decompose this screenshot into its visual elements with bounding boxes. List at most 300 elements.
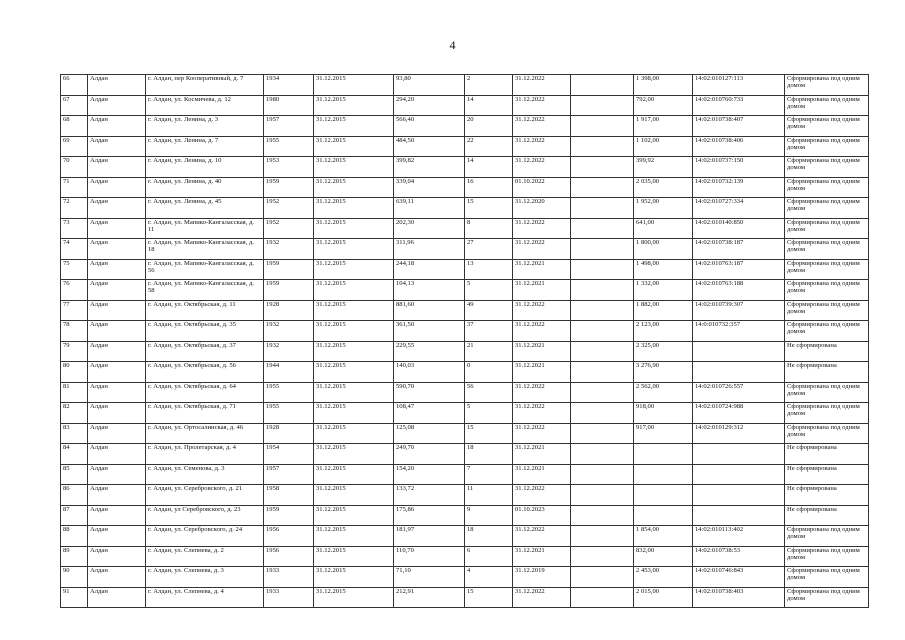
row-number-cell: 91 bbox=[61, 587, 88, 608]
address-cell: г. Алдан, ул. Семенова, д. 3 bbox=[146, 464, 264, 485]
row-number-cell: 66 bbox=[61, 75, 88, 96]
date-cell: 31.12.2015 bbox=[314, 444, 394, 465]
area-cell: 566,40 bbox=[394, 116, 465, 137]
row-number-cell: 73 bbox=[61, 218, 88, 239]
build-year-cell: 1934 bbox=[264, 75, 314, 96]
status-cell: Сформирована под одним домом bbox=[785, 546, 869, 567]
table-row bbox=[61, 444, 869, 465]
table-row bbox=[61, 280, 869, 301]
land-area-cell: 1 952,00 bbox=[634, 198, 693, 219]
status-cell: Сформирована под одним домом bbox=[785, 567, 869, 588]
table-row bbox=[61, 218, 869, 239]
land-area-cell: 1 854,00 bbox=[634, 526, 693, 547]
housing-register-table bbox=[60, 74, 869, 608]
cadastral-number-cell: 14:02:010738:407 bbox=[693, 116, 785, 137]
table-row bbox=[61, 95, 869, 116]
cadastral-number-cell: 14:02:010724:988 bbox=[693, 403, 785, 424]
land-area-cell bbox=[634, 485, 693, 506]
row-number-cell: 67 bbox=[61, 95, 88, 116]
count-cell: 15 bbox=[465, 198, 513, 219]
table-row bbox=[61, 464, 869, 485]
deadline-cell: 31.12.2022 bbox=[513, 218, 571, 239]
area-cell: 125,08 bbox=[394, 423, 465, 444]
status-cell: Сформирована под одним домом bbox=[785, 403, 869, 424]
address-cell: г. Алдан, ул. Мапико-Кангаласская, д. 58 bbox=[146, 280, 264, 301]
land-area-cell: 399,92 bbox=[634, 157, 693, 178]
area-cell: 484,50 bbox=[394, 136, 465, 157]
land-area-cell: 832,00 bbox=[634, 546, 693, 567]
cadastral-number-cell: 14:02:010746:843 bbox=[693, 567, 785, 588]
address-cell: г. Алдан, ул. Мапико-Кангаласская, д. 18 bbox=[146, 239, 264, 260]
date-cell: 31.12.2015 bbox=[314, 218, 394, 239]
address-cell: г. Алдан, ул. Ленина, д. 7 bbox=[146, 136, 264, 157]
land-area-cell: 1 917,00 bbox=[634, 116, 693, 137]
row-number-cell: 74 bbox=[61, 239, 88, 260]
land-area-cell: 3 276,90 bbox=[634, 362, 693, 383]
row-number-cell: 80 bbox=[61, 362, 88, 383]
row-number-cell: 81 bbox=[61, 382, 88, 403]
date-cell: 31.12.2015 bbox=[314, 341, 394, 362]
address-cell: г. Алдан, ул. Октябрьская, д. 56 bbox=[146, 362, 264, 383]
build-year-cell: 1952 bbox=[264, 218, 314, 239]
table-row bbox=[61, 300, 869, 321]
date-cell: 31.12.2015 bbox=[314, 116, 394, 137]
date-cell: 31.12.2015 bbox=[314, 198, 394, 219]
status-cell: Не сформирована bbox=[785, 485, 869, 506]
status-cell: Не сформирована bbox=[785, 505, 869, 526]
table-row bbox=[61, 403, 869, 424]
status-cell: Сформирована под одним домом bbox=[785, 587, 869, 608]
date-cell: 31.12.2015 bbox=[314, 587, 394, 608]
deadline-cell: 31.12.2022 bbox=[513, 382, 571, 403]
address-cell: г. Алдан, ул. Серебровского, д. 21 bbox=[146, 485, 264, 506]
address-cell: г. Алдан, ул. Серебровского, д. 24 bbox=[146, 526, 264, 547]
cadastral-number-cell: 14:02:010738:53 bbox=[693, 546, 785, 567]
settlement-cell: Алдан bbox=[88, 116, 146, 137]
count-cell: 37 bbox=[465, 321, 513, 342]
land-area-cell: 792,00 bbox=[634, 95, 693, 116]
settlement-cell: Алдан bbox=[88, 177, 146, 198]
build-year-cell: 1959 bbox=[264, 505, 314, 526]
row-number-cell: 87 bbox=[61, 505, 88, 526]
address-cell: г. Алдан, ул. Пролетарская, д. 4 bbox=[146, 444, 264, 465]
blank-cell bbox=[571, 464, 634, 485]
date-cell: 31.12.2015 bbox=[314, 546, 394, 567]
table-row bbox=[61, 239, 869, 260]
land-area-cell: 1 398,00 bbox=[634, 75, 693, 96]
page-number: 4 bbox=[449, 38, 456, 52]
deadline-cell: 31.12.2022 bbox=[513, 321, 571, 342]
date-cell: 31.12.2015 bbox=[314, 177, 394, 198]
blank-cell bbox=[571, 116, 634, 137]
date-cell: 31.12.2015 bbox=[314, 300, 394, 321]
deadline-cell: 31.12.2021 bbox=[513, 280, 571, 301]
area-cell: 212,91 bbox=[394, 587, 465, 608]
date-cell: 31.12.2015 bbox=[314, 136, 394, 157]
row-number-cell: 76 bbox=[61, 280, 88, 301]
table-row bbox=[61, 157, 869, 178]
row-number-cell: 90 bbox=[61, 567, 88, 588]
settlement-cell: Алдан bbox=[88, 382, 146, 403]
row-number-cell: 78 bbox=[61, 321, 88, 342]
area-cell: 202,30 bbox=[394, 218, 465, 239]
build-year-cell: 1933 bbox=[264, 567, 314, 588]
row-number-cell: 75 bbox=[61, 259, 88, 280]
address-cell: г. Алдан, ул. Ленина, д. 45 bbox=[146, 198, 264, 219]
count-cell: 56 bbox=[465, 382, 513, 403]
settlement-cell: Алдан bbox=[88, 198, 146, 219]
blank-cell bbox=[571, 157, 634, 178]
settlement-cell: Алдан bbox=[88, 136, 146, 157]
address-cell: г. Алдан, пер Кооперативный, д. 7 bbox=[146, 75, 264, 96]
status-cell: Сформирована под одним домом bbox=[785, 239, 869, 260]
cadastral-number-cell: 14:02:010738:403 bbox=[693, 587, 785, 608]
build-year-cell: 1955 bbox=[264, 136, 314, 157]
table-row bbox=[61, 177, 869, 198]
blank-cell bbox=[571, 567, 634, 588]
row-number-cell: 70 bbox=[61, 157, 88, 178]
count-cell: 18 bbox=[465, 526, 513, 547]
build-year-cell: 1959 bbox=[264, 280, 314, 301]
area-cell: 639,11 bbox=[394, 198, 465, 219]
date-cell: 31.12.2015 bbox=[314, 403, 394, 424]
address-cell: г. Алдан, ул. Октябрьская, д. 37 bbox=[146, 341, 264, 362]
area-cell: 590,70 bbox=[394, 382, 465, 403]
blank-cell bbox=[571, 280, 634, 301]
cadastral-number-cell bbox=[693, 341, 785, 362]
count-cell: 18 bbox=[465, 444, 513, 465]
deadline-cell: 31.12.2019 bbox=[513, 567, 571, 588]
build-year-cell: 1928 bbox=[264, 300, 314, 321]
settlement-cell: Алдан bbox=[88, 239, 146, 260]
settlement-cell: Алдан bbox=[88, 505, 146, 526]
cadastral-number-cell: 14:02:010726:557 bbox=[693, 382, 785, 403]
row-number-cell: 79 bbox=[61, 341, 88, 362]
row-number-cell: 88 bbox=[61, 526, 88, 547]
blank-cell bbox=[571, 198, 634, 219]
blank-cell bbox=[571, 218, 634, 239]
settlement-cell: Алдан bbox=[88, 341, 146, 362]
table-row bbox=[61, 136, 869, 157]
date-cell: 31.12.2015 bbox=[314, 423, 394, 444]
land-area-cell bbox=[634, 464, 693, 485]
area-cell: 93,80 bbox=[394, 75, 465, 96]
deadline-cell: 31.12.2021 bbox=[513, 546, 571, 567]
build-year-cell: 1932 bbox=[264, 239, 314, 260]
status-cell: Не сформирована bbox=[785, 341, 869, 362]
settlement-cell: Алдан bbox=[88, 362, 146, 383]
land-area-cell: 2 035,00 bbox=[634, 177, 693, 198]
deadline-cell: 31.12.2022 bbox=[513, 526, 571, 547]
land-area-cell bbox=[634, 444, 693, 465]
row-number-cell: 89 bbox=[61, 546, 88, 567]
area-cell: 71,10 bbox=[394, 567, 465, 588]
deadline-cell: 31.12.2022 bbox=[513, 239, 571, 260]
count-cell: 11 bbox=[465, 485, 513, 506]
area-cell: 154,20 bbox=[394, 464, 465, 485]
area-cell: 244,18 bbox=[394, 259, 465, 280]
blank-cell bbox=[571, 505, 634, 526]
row-number-cell: 69 bbox=[61, 136, 88, 157]
cadastral-number-cell: 14:0:010732:357 bbox=[693, 321, 785, 342]
blank-cell bbox=[571, 526, 634, 547]
blank-cell bbox=[571, 362, 634, 383]
build-year-cell: 1932 bbox=[264, 341, 314, 362]
address-cell: г. Алдан, ул. Октябрьская, д. 35 bbox=[146, 321, 264, 342]
build-year-cell: 1932 bbox=[264, 321, 314, 342]
address-cell: г. Алдан, ул. Слепнева, д. 4 bbox=[146, 587, 264, 608]
cadastral-number-cell: 14:02:010763:187 bbox=[693, 259, 785, 280]
settlement-cell: Алдан bbox=[88, 567, 146, 588]
deadline-cell: 31.12.2022 bbox=[513, 157, 571, 178]
table-row bbox=[61, 259, 869, 280]
table-row bbox=[61, 362, 869, 383]
status-cell: Сформирована под одним домом bbox=[785, 75, 869, 96]
address-cell: г. Алдан, ул. Слепнева, д. 3 bbox=[146, 567, 264, 588]
status-cell: Сформирована под одним домом bbox=[785, 177, 869, 198]
land-area-cell: 2 015,00 bbox=[634, 587, 693, 608]
count-cell: 5 bbox=[465, 403, 513, 424]
count-cell: 16 bbox=[465, 177, 513, 198]
area-cell: 311,96 bbox=[394, 239, 465, 260]
blank-cell bbox=[571, 259, 634, 280]
status-cell: Сформирована под одним домом bbox=[785, 95, 869, 116]
deadline-cell: 01.10.2022 bbox=[513, 177, 571, 198]
build-year-cell: 1928 bbox=[264, 423, 314, 444]
table-row bbox=[61, 75, 869, 96]
status-cell: Не сформирована bbox=[785, 362, 869, 383]
settlement-cell: Алдан bbox=[88, 546, 146, 567]
build-year-cell: 1956 bbox=[264, 546, 314, 567]
status-cell: Не сформирована bbox=[785, 444, 869, 465]
address-cell: г. Алдан, ул. Ленина, д. 40 bbox=[146, 177, 264, 198]
land-area-cell: 2 325,00 bbox=[634, 341, 693, 362]
area-cell: 175,86 bbox=[394, 505, 465, 526]
deadline-cell: 31.12.2022 bbox=[513, 423, 571, 444]
area-cell: 108,47 bbox=[394, 403, 465, 424]
address-cell: г. Алдан, ул Серебровского, д. 23 bbox=[146, 505, 264, 526]
build-year-cell: 1957 bbox=[264, 464, 314, 485]
deadline-cell: 31.12.2021 bbox=[513, 362, 571, 383]
status-cell: Сформирована под одним домом bbox=[785, 300, 869, 321]
date-cell: 31.12.2015 bbox=[314, 239, 394, 260]
count-cell: 15 bbox=[465, 423, 513, 444]
count-cell: 27 bbox=[465, 239, 513, 260]
status-cell: Сформирована под одним домом bbox=[785, 259, 869, 280]
row-number-cell: 68 bbox=[61, 116, 88, 137]
date-cell: 31.12.2015 bbox=[314, 280, 394, 301]
build-year-cell: 1933 bbox=[264, 587, 314, 608]
deadline-cell: 31.12.2022 bbox=[513, 75, 571, 96]
address-cell: г. Алдан, ул. Слепнева, д. 2 bbox=[146, 546, 264, 567]
cadastral-number-cell bbox=[693, 444, 785, 465]
area-cell: 294,20 bbox=[394, 95, 465, 116]
deadline-cell: 31.12.2022 bbox=[513, 403, 571, 424]
status-cell: Не сформирована bbox=[785, 464, 869, 485]
settlement-cell: Алдан bbox=[88, 218, 146, 239]
table-row bbox=[61, 382, 869, 403]
status-cell: Сформирована под одним домом bbox=[785, 116, 869, 137]
cadastral-number-cell bbox=[693, 485, 785, 506]
row-number-cell: 82 bbox=[61, 403, 88, 424]
build-year-cell: 1959 bbox=[264, 259, 314, 280]
status-cell: Сформирована под одним домом bbox=[785, 157, 869, 178]
build-year-cell: 1944 bbox=[264, 362, 314, 383]
blank-cell bbox=[571, 546, 634, 567]
address-cell: г. Алдан, ул. Ортосалинская, д. 46 bbox=[146, 423, 264, 444]
row-number-cell: 86 bbox=[61, 485, 88, 506]
count-cell: 5 bbox=[465, 280, 513, 301]
count-cell: 22 bbox=[465, 136, 513, 157]
area-cell: 229,55 bbox=[394, 341, 465, 362]
blank-cell bbox=[571, 403, 634, 424]
date-cell: 31.12.2015 bbox=[314, 567, 394, 588]
blank-cell bbox=[571, 382, 634, 403]
cadastral-number-cell: 14:02:010737:150 bbox=[693, 157, 785, 178]
land-area-cell: 2 562,00 bbox=[634, 382, 693, 403]
deadline-cell: 31.12.2022 bbox=[513, 136, 571, 157]
cadastral-number-cell: 14:02:010739:307 bbox=[693, 300, 785, 321]
address-cell: г. Алдан, ул. Октябрьская, д. 64 bbox=[146, 382, 264, 403]
settlement-cell: Алдан bbox=[88, 259, 146, 280]
table-row bbox=[61, 485, 869, 506]
row-number-cell: 85 bbox=[61, 464, 88, 485]
deadline-cell: 31.12.2022 bbox=[513, 485, 571, 506]
status-cell: Сформирована под одним домом bbox=[785, 423, 869, 444]
settlement-cell: Алдан bbox=[88, 444, 146, 465]
date-cell: 31.12.2015 bbox=[314, 485, 394, 506]
blank-cell bbox=[571, 136, 634, 157]
settlement-cell: Алдан bbox=[88, 485, 146, 506]
settlement-cell: Алдан bbox=[88, 464, 146, 485]
count-cell: 6 bbox=[465, 546, 513, 567]
date-cell: 31.12.2015 bbox=[314, 157, 394, 178]
status-cell: Сформирована под одним домом bbox=[785, 280, 869, 301]
table-row bbox=[61, 116, 869, 137]
table-row bbox=[61, 567, 869, 588]
date-cell: 31.12.2015 bbox=[314, 464, 394, 485]
count-cell: 9 bbox=[465, 505, 513, 526]
date-cell: 31.12.2015 bbox=[314, 382, 394, 403]
status-cell: Сформирована под одним домом bbox=[785, 136, 869, 157]
settlement-cell: Алдан bbox=[88, 300, 146, 321]
blank-cell bbox=[571, 75, 634, 96]
table-row bbox=[61, 423, 869, 444]
date-cell: 31.12.2015 bbox=[314, 362, 394, 383]
count-cell: 4 bbox=[465, 567, 513, 588]
area-cell: 140,03 bbox=[394, 362, 465, 383]
deadline-cell: 31.12.2021 bbox=[513, 444, 571, 465]
area-cell: 399,82 bbox=[394, 157, 465, 178]
table-row bbox=[61, 505, 869, 526]
blank-cell bbox=[571, 341, 634, 362]
blank-cell bbox=[571, 300, 634, 321]
land-area-cell: 1 498,00 bbox=[634, 259, 693, 280]
land-area-cell: 2 453,00 bbox=[634, 567, 693, 588]
cadastral-number-cell: 14:02:010727:334 bbox=[693, 198, 785, 219]
cadastral-number-cell: 14:02:010738:187 bbox=[693, 239, 785, 260]
table-row bbox=[61, 546, 869, 567]
settlement-cell: Алдан bbox=[88, 587, 146, 608]
area-cell: 133,72 bbox=[394, 485, 465, 506]
deadline-cell: 31.12.2022 bbox=[513, 300, 571, 321]
blank-cell bbox=[571, 587, 634, 608]
cadastral-number-cell bbox=[693, 505, 785, 526]
settlement-cell: Алдан bbox=[88, 95, 146, 116]
count-cell: 13 bbox=[465, 259, 513, 280]
count-cell: 7 bbox=[465, 464, 513, 485]
table-body bbox=[61, 75, 869, 608]
count-cell: 2 bbox=[465, 75, 513, 96]
cadastral-number-cell bbox=[693, 362, 785, 383]
cadastral-number-cell: 14:02:010129:312 bbox=[693, 423, 785, 444]
deadline-cell: 31.12.2022 bbox=[513, 95, 571, 116]
status-cell: Сформирована под одним домом bbox=[785, 321, 869, 342]
area-cell: 361,50 bbox=[394, 321, 465, 342]
deadline-cell: 01.10.2023 bbox=[513, 505, 571, 526]
cadastral-number-cell: 14:02:010127:113 bbox=[693, 75, 785, 96]
settlement-cell: Алдан bbox=[88, 423, 146, 444]
area-cell: 249,70 bbox=[394, 444, 465, 465]
address-cell: г. Алдан, ул. Октябрьская, д. 71 bbox=[146, 403, 264, 424]
status-cell: Сформирована под одним домом bbox=[785, 198, 869, 219]
build-year-cell: 1956 bbox=[264, 526, 314, 547]
land-area-cell: 641,00 bbox=[634, 218, 693, 239]
count-cell: 14 bbox=[465, 157, 513, 178]
deadline-cell: 31.12.2020 bbox=[513, 198, 571, 219]
land-area-cell bbox=[634, 505, 693, 526]
land-area-cell: 1 882,00 bbox=[634, 300, 693, 321]
row-number-cell: 83 bbox=[61, 423, 88, 444]
date-cell: 31.12.2015 bbox=[314, 95, 394, 116]
table-row bbox=[61, 587, 869, 608]
count-cell: 14 bbox=[465, 95, 513, 116]
cadastral-number-cell bbox=[693, 464, 785, 485]
settlement-cell: Алдан bbox=[88, 403, 146, 424]
status-cell: Сформирована под одним домом bbox=[785, 218, 869, 239]
count-cell: 21 bbox=[465, 341, 513, 362]
settlement-cell: Алдан bbox=[88, 75, 146, 96]
area-cell: 181,97 bbox=[394, 526, 465, 547]
blank-cell bbox=[571, 423, 634, 444]
blank-cell bbox=[571, 239, 634, 260]
deadline-cell: 31.12.2021 bbox=[513, 464, 571, 485]
row-number-cell: 71 bbox=[61, 177, 88, 198]
cadastral-number-cell: 14:02:010140:850 bbox=[693, 218, 785, 239]
land-area-cell: 918,00 bbox=[634, 403, 693, 424]
settlement-cell: Алдан bbox=[88, 280, 146, 301]
build-year-cell: 1955 bbox=[264, 382, 314, 403]
table-row bbox=[61, 526, 869, 547]
build-year-cell: 1959 bbox=[264, 177, 314, 198]
status-cell: Сформирована под одним домом bbox=[785, 382, 869, 403]
cadastral-number-cell: 14:02:010113:402 bbox=[693, 526, 785, 547]
cadastral-number-cell: 14:02:010763:188 bbox=[693, 280, 785, 301]
land-area-cell: 1 102,00 bbox=[634, 136, 693, 157]
count-cell: 0 bbox=[465, 362, 513, 383]
land-area-cell: 917,00 bbox=[634, 423, 693, 444]
land-area-cell: 2 123,00 bbox=[634, 321, 693, 342]
address-cell: г. Алдан, ул. Мапико-Кангаласская, д. 11 bbox=[146, 218, 264, 239]
settlement-cell: Алдан bbox=[88, 157, 146, 178]
deadline-cell: 31.12.2022 bbox=[513, 116, 571, 137]
date-cell: 31.12.2015 bbox=[314, 321, 394, 342]
area-cell: 339,04 bbox=[394, 177, 465, 198]
cadastral-number-cell: 14:02:010732:139 bbox=[693, 177, 785, 198]
address-cell: г. Алдан, ул. Космичева, д. 12 bbox=[146, 95, 264, 116]
table-row bbox=[61, 341, 869, 362]
settlement-cell: Алдан bbox=[88, 526, 146, 547]
